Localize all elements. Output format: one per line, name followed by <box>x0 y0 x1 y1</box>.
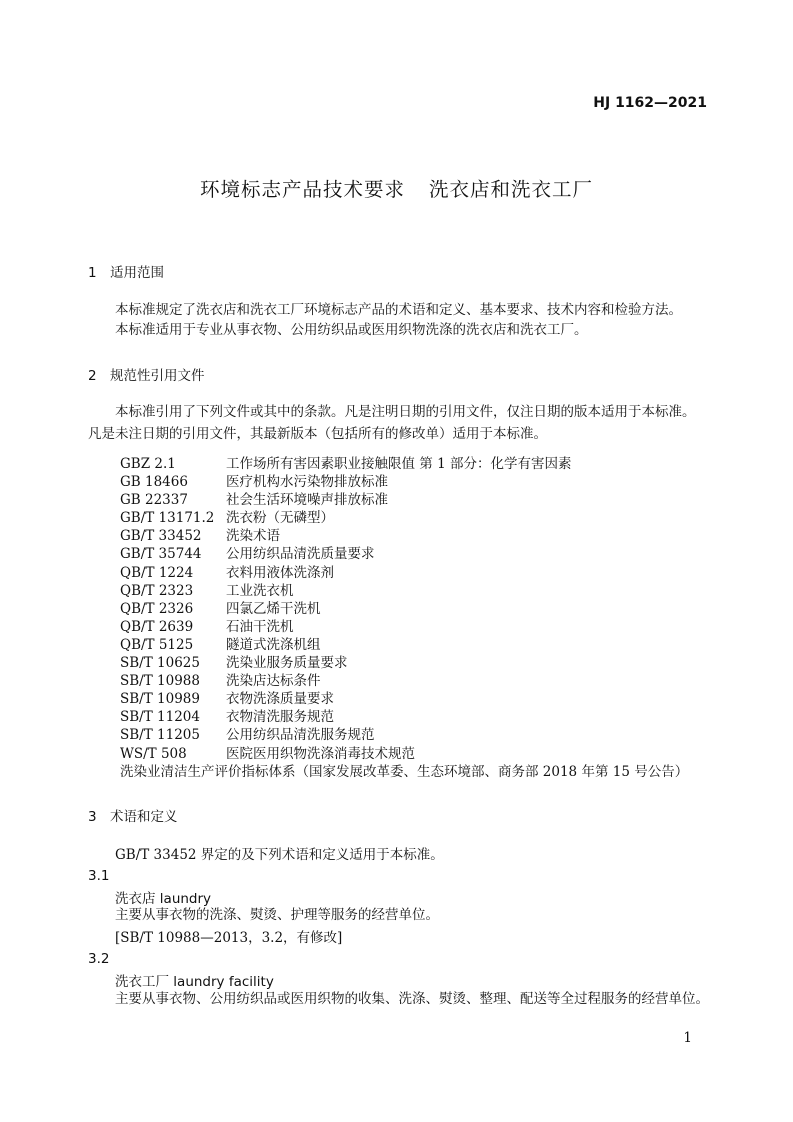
reference-code: QB/T 1224 <box>120 564 194 581</box>
section-number: 2 <box>88 368 97 384</box>
reference-code: SB/T 11204 <box>120 709 200 726</box>
reference-code: QB/T 5125 <box>120 636 194 653</box>
reference-title: 工作场所有害因素职业接触限值 第 1 部分：化学有害因素 <box>226 456 572 472</box>
reference-code: WS/T 508 <box>120 745 187 762</box>
page-title <box>0 174 793 202</box>
reference-item <box>120 672 688 690</box>
term-source: [SB/T 10988—2013，3.2，有修改] <box>115 930 343 946</box>
reference-item <box>120 473 688 491</box>
reference-title: 四氯乙烯干洗机 <box>226 600 321 617</box>
reference-title: 石油干洗机 <box>226 618 294 635</box>
reference-title: 公用纺织品清洗质量要求 <box>226 546 375 563</box>
reference-title: 洗染店达标条件 <box>226 673 321 690</box>
reference-code: GB 18466 <box>120 474 188 491</box>
reference-item <box>120 491 688 509</box>
reference-code: GB/T 35744 <box>120 546 202 563</box>
reference-code: GB 22337 <box>120 492 188 509</box>
reference-title: 医疗机构水污染物排放标准 <box>226 474 388 491</box>
section-number: 1 <box>88 265 97 281</box>
reference-title: 衣物清洗服务规范 <box>226 709 334 726</box>
reference-item <box>120 690 688 708</box>
reference-item <box>120 654 688 672</box>
term-name: 洗衣工厂 laundry facility <box>115 974 274 990</box>
reference-title: 隧道式洗涤机组 <box>226 636 321 653</box>
reference-title: 医院医用织物洗涤消毒技术规范 <box>226 745 415 762</box>
reference-code: QB/T 2323 <box>120 582 194 599</box>
reference-code: GB/T 13171.2 <box>120 510 215 527</box>
paragraph: 本标准适用于专业从事衣物、公用纺织品或医用织物洗涤的洗衣店和洗衣工厂。 <box>115 322 588 338</box>
reference-code: GBZ 2.1 <box>120 456 176 472</box>
document-code: HJ 1162—2021 <box>593 95 707 111</box>
reference-title: 工业洗衣机 <box>226 582 294 599</box>
section-title: 适用范围 <box>110 265 164 281</box>
section-number: 3 <box>88 809 97 825</box>
reference-item <box>120 636 688 654</box>
reference-title: 衣物洗涤质量要求 <box>226 691 334 708</box>
reference-title: 社会生活环境噪声排放标准 <box>226 492 388 509</box>
reference-code: SB/T 11205 <box>120 727 200 744</box>
section-1-heading <box>88 261 164 281</box>
reference-title: 洗衣粉（无磷型） <box>226 510 334 527</box>
reference-item <box>120 509 688 527</box>
term-definition: 主要从事衣物的洗涤、熨烫、护理等服务的经营单位。 <box>115 907 439 923</box>
reference-item-extra: 洗染业清洁生产评价指标体系（国家发展改革委、生态环境部、商务部 2018 年第 15 号公告） <box>120 763 689 780</box>
term-name: 洗衣店 laundry <box>115 891 212 907</box>
paragraph: 本标准引用了下列文件或其中的条款。凡是注明日期的引用文件，仅注日期的版本适用于本标准。 <box>115 404 696 420</box>
title-part-1: 环境标志产品技术要求 <box>199 178 405 201</box>
reference-code: QB/T 2639 <box>120 618 194 635</box>
paragraph: 凡是未注日期的引用文件，其最新版本（包括所有的修改单）适用于本标准。 <box>88 426 547 442</box>
section-title: 术语和定义 <box>110 809 178 825</box>
title-part-2: 洗衣店和洗衣工厂 <box>429 178 594 201</box>
term-definition: 主要从事衣物、公用纺织品或医用织物的收集、洗涤、熨烫、整理、配送等全过程服务的经营单位。 <box>115 991 709 1007</box>
reference-item <box>120 618 688 636</box>
section-title: 规范性引用文件 <box>110 368 205 384</box>
reference-title: 洗染术语 <box>226 528 280 545</box>
paragraph: GB/T 33452 界定的及下列术语和定义适用于本标准。 <box>115 847 444 863</box>
reference-item <box>120 582 688 600</box>
page-number: 1 <box>683 1030 692 1046</box>
reference-title: 洗染业服务质量要求 <box>226 655 348 672</box>
reference-item <box>120 564 688 582</box>
reference-item <box>120 600 688 618</box>
reference-title: 衣料用液体洗涤剂 <box>226 564 334 581</box>
reference-item <box>120 545 688 563</box>
reference-title: 公用纺织品清洗服务规范 <box>226 727 375 744</box>
reference-item <box>120 527 688 545</box>
reference-code: GB/T 33452 <box>120 528 202 545</box>
section-3-heading <box>88 805 178 825</box>
reference-item <box>120 726 688 744</box>
reference-code: SB/T 10625 <box>120 655 200 672</box>
reference-code: SB/T 10988 <box>120 673 200 690</box>
reference-item <box>120 745 688 763</box>
reference-list <box>120 455 688 781</box>
section-2-heading <box>88 364 205 384</box>
term-number: 3.2 <box>88 951 110 967</box>
reference-item <box>120 708 688 726</box>
term-number: 3.1 <box>88 868 110 884</box>
paragraph: 本标准规定了洗衣店和洗衣工厂环境标志产品的术语和定义、基本要求、技术内容和检验方法。 <box>115 302 682 318</box>
reference-item <box>120 455 688 473</box>
reference-code: SB/T 10989 <box>120 691 200 708</box>
reference-code: QB/T 2326 <box>120 600 194 617</box>
